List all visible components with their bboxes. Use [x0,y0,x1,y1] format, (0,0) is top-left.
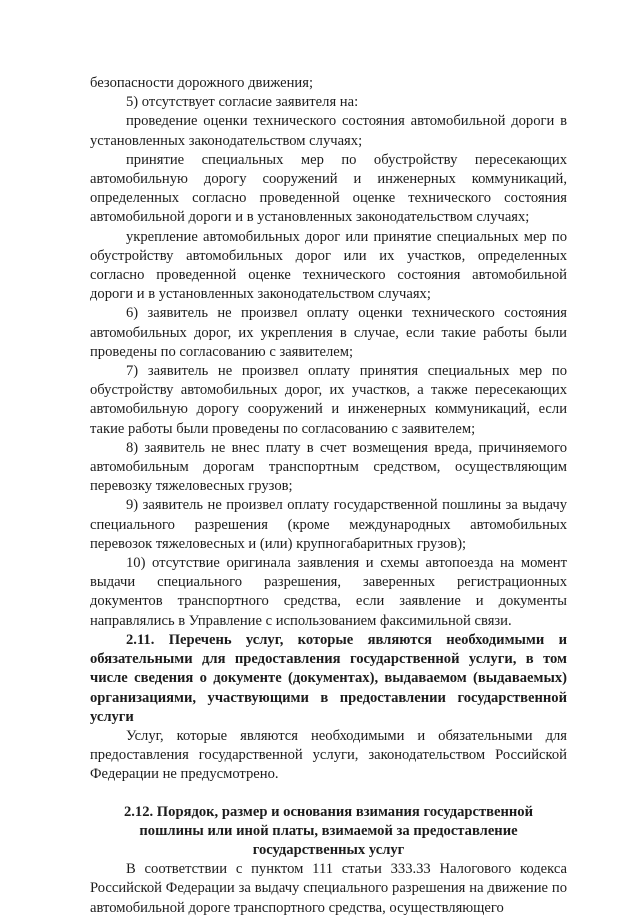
paragraph-road-safety: безопасности дорожного движения; [90,75,314,91]
paragraph-item-8: 8) заявитель не внес плату в счет возмещения вреда, причиняемого автомобильным дорогам транспортным средством, осуществляющим перевозку тяжеловесных грузов; [90,439,567,495]
document-body [90,74,567,785]
paragraph-item-9: 9) заявитель не произвел оплату государственной пошлины за выдачу специального разрешения (кроме международных автомобильных перевозок тяжеловесных и (или) крупногабаритных грузов); [90,497,567,552]
paragraph-technical-assessment: проведение оценки технического состояния автомобильной дороги в установленных законодательством случаях; [90,113,567,149]
paragraph-services-not-provided: Услуг, которые являются необходимыми и обязательными для предоставления государственной услуги, законодательством Российской Федерации не предусмотрено. [90,727,567,783]
paragraph-item-6: 6) заявитель не произвел оплату оценки технического состояния автомобильных дорог, их укрепления в случае, если такие работы были проведены по согласованию с заявителем; [90,305,567,360]
paragraph-special-measures: принятие специальных мер по обустройству пересекающих автомобильную дорогу сооружений и инженерных коммуникаций, определенных согласно проведенной оценке технического состояния автомобильной дороги и в установленных законодательством случаях; [90,151,567,226]
paragraph-item-10: 10) отсутствие оригинала заявления и схемы автопоезда на момент выдачи специального разрешения, заверенных регистрационных документов транспортного средства, если заявление и документы направлялись в Управление с использованием факсимильной связи. [90,555,567,629]
paragraph-tax-code-reference: В соответствии с пунктом 111 статьи 333.33 Налогового кодекса Российской Федерации за выдачу специального разрешения на движение по автомобильной дороге транспортного средства, осуществляющего [90,861,567,916]
paragraph-item-7: 7) заявитель не произвел оплату принятия специальных мер по обустройству автомобильных дорог, их участков, а также пересекающих автомобильную дорогу сооружений и инженерных коммуникаций, если такие работы были проведены по согласованию с заявителем; [90,363,567,437]
paragraph-road-strengthening: укрепление автомобильных дорог или принятие специальных мер по обустройству автомобильных дорог или их участков, определенных согласно проведенной оценке технического состояния автомобильной дороги и в установленных законодательством случаях; [90,228,567,303]
paragraph-item-5: 5) отсутствует согласие заявителя на: [126,94,359,111]
section-heading-2-11: 2.11. Перечень услуг, которые являются необходимыми и обязательными для предоставления государственной услуги, в том числе сведения о документе (документах), выдаваемом (выдаваемых) организациями, участвующими в предоставлении государственной услуги [90,631,567,725]
section-heading-2-12: 2.12. Порядок, размер и основания взимания государственной пошлины или иной платы, взимаемой за предоставление государственных услуг [123,803,534,858]
